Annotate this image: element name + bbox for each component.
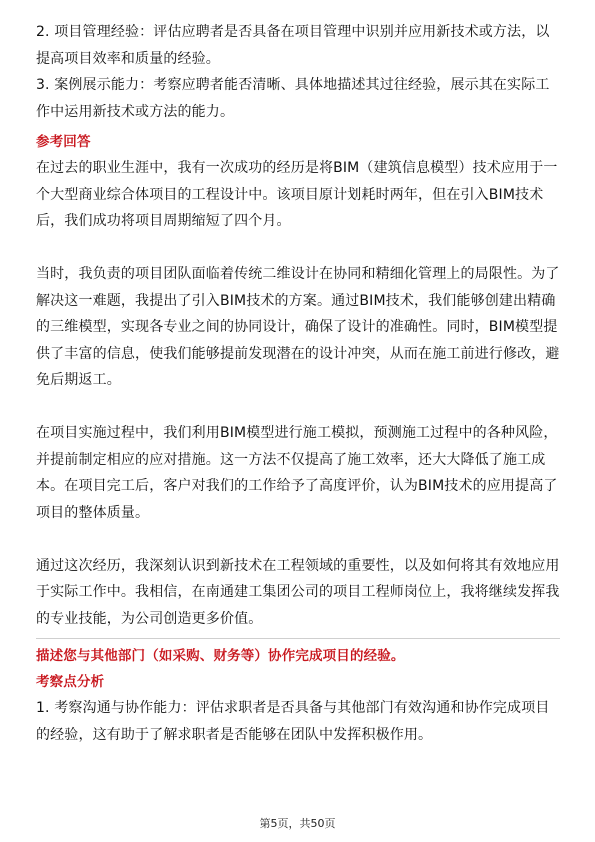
intro-point-3: 3. 案例展示能力：考察应聘者能否清晰、具体地描述其过往经验，展示其在实际工作中运用新技术或方法的能力。 <box>36 77 550 120</box>
intro-points <box>36 19 560 125</box>
answer-paragraph-4: 通过这次经历，我深刻认识到新技术在工程领域的重要性，以及如何将其有效地应用于实际工作中。我相信，在南通建工集团公司的项目工程师岗位上，我将继续发挥我的专业技能，为公司创造更多价值。 <box>36 557 560 627</box>
page-footer: 第5页，共50页 <box>259 817 336 830</box>
analysis-heading: 考察点分析 <box>36 674 105 690</box>
answer-paragraph-2: 当时，我负责的项目团队面临着传统二维设计在协同和精细化管理上的局限性。为了解决这一难题，我提出了引入BIM技术的方案。通过BIM技术，我们能够创建出精确的三维模型，实现各专业之间的协同设计，确保了设计的准确性。同时，BIM模型提供了丰富的信息，使我们能够提前发现潜在的设计冲突，从而在施工前进行修改，避免后期返工。 <box>36 266 560 388</box>
answer-heading: 参考回答 <box>36 134 91 150</box>
question-title: 描述您与其他部门（如采购、财务等）协作完成项目的经验。 <box>36 648 405 664</box>
answer-paragraph-3: 在项目实施过程中，我们利用BIM模型进行施工模拟，预测施工过程中的各种风险，并提前制定相应的应对措施。这一方法不仅提高了施工效率，还大大降低了施工成本。在项目完工后，客户对我们的工作给予了高度评价，认为BIM技术的应用提高了项目的整体质量。 <box>36 425 558 521</box>
paragraph-gap <box>36 235 560 262</box>
intro-point-2: 2. 项目管理经验：评估应聘者是否具备在项目管理中识别并应用新技术或方法，以提高项目效率和质量的经验。 <box>36 24 550 67</box>
answer-paragraph-1: 在过去的职业生涯中，我有一次成功的经历是将BIM（建筑信息模型）技术应用于一个大型商业综合体项目的工程设计中。该项目原计划耗时两年，但在引入BIM技术后，我们成功将项目周期缩短了四个月。 <box>36 160 558 229</box>
analysis-point-1: 1. 考察沟通与协作能力：评估求职者是否具备与其他部门有效沟通和协作完成项目的经验，这有助于了解求职者是否能够在团队中发挥积极作用。 <box>36 700 550 743</box>
page-content <box>36 19 560 748</box>
paragraph-gap <box>36 394 560 421</box>
answer-body <box>36 155 560 632</box>
paragraph-gap <box>36 526 560 553</box>
section-divider <box>36 638 560 639</box>
